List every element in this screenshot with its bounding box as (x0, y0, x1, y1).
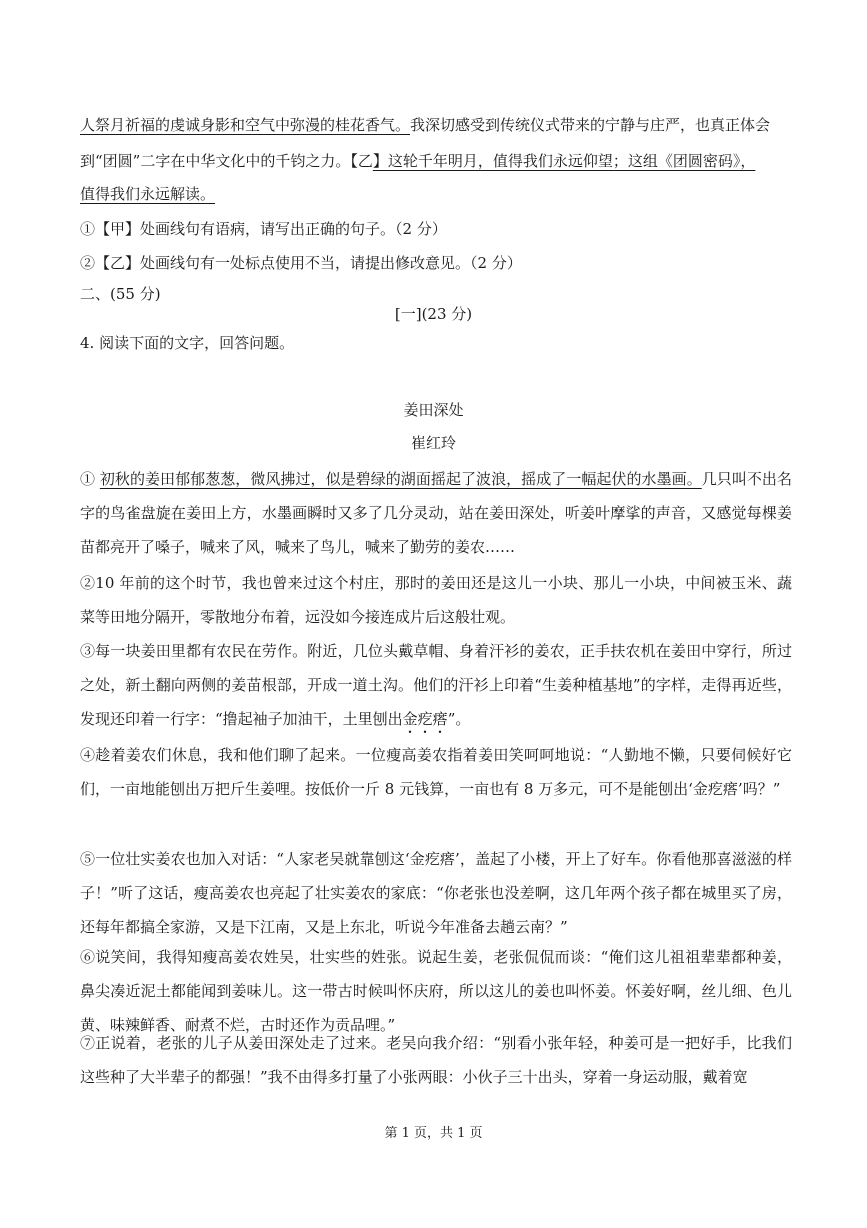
paragraph-5: ⑤一位壮实姜农也加入对话：“人家老吴就靠刨这‘金疙瘩’，盖起了小楼，开上了好车。你看他那喜滋滋的样子！”听了这话，瘦高姜农也亮起了壮实姜农的家底：“你老张也没差啊，这几年两个孩子都在城里买了房，还每年都搞全家游，又是下江南，又是上东北，听说今年准备去趟云南？” (80, 850, 792, 936)
underlined-sentence-yi: 】这轮千年明月，值得我们永远仰望；这组《团圆密码》， (372, 152, 756, 170)
emphasis-dots-phrase: 金疙瘩 (402, 710, 448, 728)
paragraph-1: ① 初秋的姜田郁郁葱葱，微风拂过，似是碧绿的湖面摇起了波浪，摇成了一幅起伏的水墨画。几只叫不出名字的鸟雀盘旋在姜田上方，水墨画瞬时又多了几分灵动，站在姜田深处，听姜叶摩挲的声音，又感觉每棵姜苗都亮开了嗓子，喊来了风，喊来了鸟儿，喊来了勤劳的姜农…… (80, 470, 792, 556)
paragraph-7: ⑦正说着，老张的儿子从姜田深处走了过来。老吴向我介绍：“别看小张年轻，种姜可是一把好手，比我们这些种了大半辈子的都强！”我不由得多打量了小张两眼：小伙子三十出头，穿着一身运动服，戴着宽 (80, 1034, 792, 1086)
paragraph-6: ⑥说笑间，我得知瘦高姜农姓吴，壮实些的姓张。说起生姜，老张侃侃而谈：“俺们这儿祖祖辈辈都种姜，鼻尖凑近泥土都能闻到姜味儿。这一带古时候叫怀庆府，所以这儿的姜也叫怀姜。怀姜好啊，丝儿细、色儿黄、味辣鲜香、耐煮不烂，古时还作为贡品哩。” (80, 948, 792, 1034)
page-footer: 第 1 页，共 1 页 (384, 1126, 483, 1141)
subsection-heading: [一](23 分) (394, 305, 473, 323)
section-heading: 二、(55 分) (80, 285, 161, 303)
underlined-sentence-p1: 初秋的姜田郁郁葱葱，微风拂过，似是碧绿的湖面摇起了波浪，摇成了一幅起伏的水墨画。 (99, 470, 702, 488)
intro-line-2: 到“团圆”二字在中华文化中的千钧之力。【乙】这轮千年明月，值得我们永远仰望；这组《团圆密码》， (80, 152, 756, 170)
question-2: ②【乙】处画线句有一处标点使用不当，请提出修改意见。（2 分） (80, 254, 522, 272)
intro-line-1: 人祭月祈福的虔诚身影和空气中弥漫的桂花香气。我深切感受到传统仪式带来的宁静与庄严，也真正体会 (80, 116, 771, 134)
paragraph-2: ②10 年前的这个时节，我也曾来过这个村庄，那时的姜田还是这儿一小块、那儿一小块，中间被玉米、蔬菜等田地分隔开，零散地分布着，远没如今接连成片后这般壮观。 (80, 574, 792, 626)
question-1: ①【甲】处画线句有语病，请写出正确的句子。（2 分） (80, 220, 447, 238)
article-author: 崔红玲 (410, 434, 456, 452)
intro-line-3: 值得我们永远解读。 (80, 185, 216, 203)
paragraph-3: ③每一块姜田里都有农民在劳作。附近，几位头戴草帽、身着汗衫的姜农，正手扶农机在姜田中穿行，所过之处，新土翻向两侧的姜苗根部，开成一道土沟。他们的汗衫上印着“生姜种植基地”的字样，走得再近些，发现还印着一行字：“撸起袖子加油干，土里刨出金疙瘩”。 (80, 642, 792, 728)
article-title: 姜田深处 (403, 401, 464, 419)
underlined-sentence-jia: 人祭月祈福的虔诚身影和空气中弥漫的桂花香气。 (80, 116, 411, 134)
paragraph-4: ④趁着姜农们休息，我和他们聊了起来。一位瘦高姜农指着姜田笑呵呵地说：“人勤地不懒，只要伺候好它们，一亩地能刨出万把斤生姜哩。按低价一斤 8 元钱算，一亩也有 8 万多元，可不是能刨出‘金疙瘩’吗？” (80, 746, 792, 798)
question-4-prompt: 4. 阅读下面的文字，回答问题。 (80, 334, 295, 352)
